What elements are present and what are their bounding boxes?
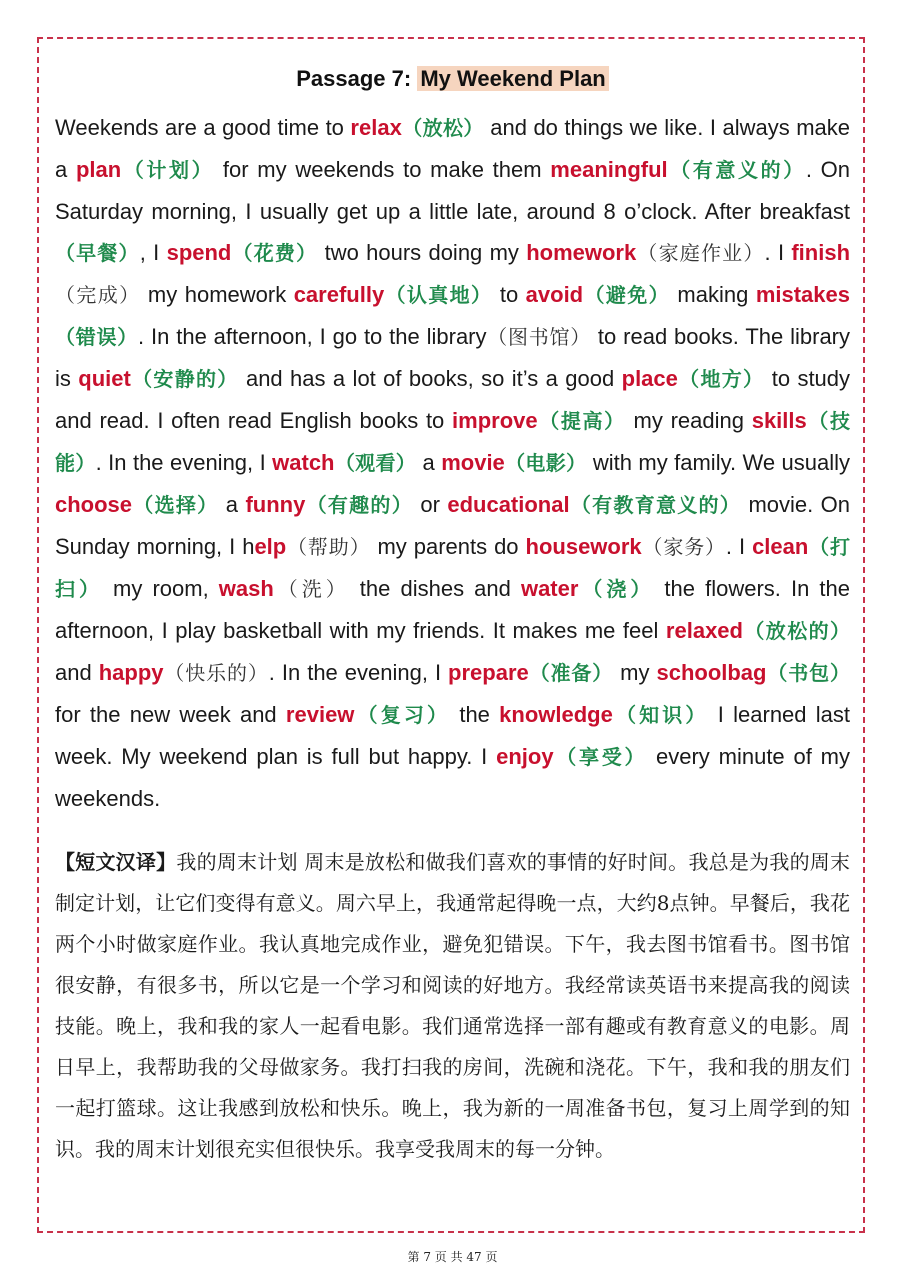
passage-text: . I	[764, 240, 792, 265]
keyword: relaxed	[665, 618, 743, 643]
keyword: homework	[526, 240, 637, 265]
translation-label: 【短文汉译】	[55, 850, 177, 874]
title-prefix: Passage 7:	[296, 66, 418, 91]
keyword: finish	[791, 240, 851, 265]
translation-text: 我的周末计划 周末是放松和做我们喜欢的事情的好时间。我总是为我的周末制定计划，让它们变得有意义。周六早上，我通常起得晚一点，大约8点钟。早餐后，我花两个小时做家庭作业。我认真地完成作业，避免犯错误。下午，我去图书馆看书。图书馆很安静，有很多书，所以它是一个学习和阅读的好地方。我经常读英语书来提高我的阅读技能。晚上，我和我的家人一起看电影。我们通常选择一部有趣或有教育意义的电影。周日早上，我帮助我的父母做家务。我打扫我的房间，洗碗和浇花。下午，我和我的朋友们一起打篮球。这让我感到放松和快乐。晚上，我为新的一周准备书包，复习上周学到的知识。我的周末计划很充实但很快乐。我享受我周末的每一分钟。	[55, 850, 851, 1161]
keyword-gloss: （计划）	[121, 158, 215, 182]
passage-text: movie. On Sunday morning, I h	[55, 492, 851, 559]
passage-text: a	[218, 492, 246, 517]
keyword-gloss: （有趣的）	[305, 493, 413, 517]
keyword-gloss: （享受）	[553, 745, 648, 769]
keyword-gloss: （放松）	[401, 116, 484, 140]
passage-text: a	[416, 450, 442, 475]
keyword: improve	[452, 408, 538, 433]
keyword: educational	[447, 492, 570, 517]
keyword-gloss: （避免）	[583, 283, 670, 307]
keyword-gloss: （早餐）	[55, 241, 140, 265]
keyword: plan	[75, 157, 122, 182]
keyword: avoid	[525, 282, 584, 307]
keyword-gloss: （技能）	[55, 409, 850, 475]
passage-text: two hours doing my	[317, 240, 527, 265]
passage-text: . In the evening, I	[95, 450, 273, 475]
passage-text: with my family. We usually	[586, 450, 851, 475]
keyword-gloss: （浇）	[578, 577, 655, 601]
passage-text: and do things we like. I always make a	[55, 115, 851, 182]
passage-text: to	[492, 282, 526, 307]
keyword-gloss: （观看）	[334, 451, 417, 475]
keyword: meaningful	[550, 157, 668, 182]
chinese-translation	[55, 842, 850, 1170]
passage-text: . In the afternoon, I go to the library	[138, 324, 487, 349]
passage-text: my room,	[102, 576, 219, 601]
title-highlight: My Weekend Plan	[417, 66, 608, 91]
keyword: carefully	[293, 282, 385, 307]
keyword-gloss: （知识）	[612, 703, 709, 727]
keyword: watch	[272, 450, 335, 475]
passage-text: my homework	[140, 282, 294, 307]
keyword: clean	[752, 534, 809, 559]
keyword-gloss: （认真地）	[384, 283, 493, 307]
keyword-gloss: （有教育意义的）	[569, 493, 742, 517]
keyword: schoolbag	[656, 660, 767, 685]
keyword-gloss: （打扫）	[55, 535, 851, 601]
passage-text: and has a lot of books, so it’s a good	[238, 366, 622, 391]
keyword: spend	[166, 240, 232, 265]
keyword: wash	[218, 576, 274, 601]
keyword: place	[621, 366, 678, 391]
keyword: elp	[254, 534, 287, 559]
keyword-gloss: （家务）	[641, 535, 726, 559]
passage-text: my parents do	[370, 534, 526, 559]
page-number: 第 7 页 共 47 页	[407, 1250, 498, 1264]
keyword-gloss: （洗）	[273, 577, 350, 601]
passage-text: the flowers. In the afternoon, I play basketball with my friends. It makes me feel	[55, 576, 851, 643]
keyword-gloss: （选择）	[132, 493, 219, 517]
passage-text: the	[450, 702, 500, 727]
keyword-gloss: （有意义的）	[667, 158, 806, 182]
passage-text: . On Saturday morning, I usually get up a little late, around 8 o’clock. After breakfast	[55, 157, 851, 224]
passage-body	[55, 107, 850, 819]
keyword-gloss: （放松的）	[742, 619, 850, 643]
keyword: quiet	[78, 366, 131, 391]
passage-text: my	[613, 660, 657, 685]
keyword-gloss: （花费）	[231, 241, 318, 265]
keyword-gloss: （快乐的）	[163, 661, 269, 685]
keyword-gloss: （家庭作业）	[636, 241, 765, 265]
keyword-gloss: （提高）	[537, 409, 626, 433]
passage-text: the dishes and	[349, 576, 521, 601]
keyword-gloss: （完成）	[55, 283, 141, 307]
keyword: funny	[245, 492, 306, 517]
keyword: choose	[55, 492, 133, 517]
keyword-gloss: （地方）	[677, 367, 765, 391]
keyword: relax	[350, 115, 402, 140]
keyword-gloss: （安静的）	[130, 367, 239, 391]
keyword-gloss: （准备）	[528, 661, 614, 685]
passage-text: or	[413, 492, 448, 517]
passage-text: . In the evening, I	[268, 660, 449, 685]
passage-text: making	[669, 282, 756, 307]
passage-text: for the new week and	[55, 702, 286, 727]
passage-title	[0, 64, 905, 94]
keyword-gloss: （电影）	[504, 451, 587, 475]
keyword-gloss: （帮助）	[286, 535, 371, 559]
keyword: knowledge	[499, 702, 613, 727]
keyword-gloss: （错误）	[55, 325, 139, 349]
passage-text: and	[55, 660, 99, 685]
passage-text: I learned last week. My weekend plan is full but happy. I	[55, 702, 851, 769]
keyword: water	[520, 576, 579, 601]
keyword: review	[285, 702, 355, 727]
keyword: housework	[525, 534, 642, 559]
passage-text: , I	[139, 240, 167, 265]
keyword-gloss: （复习）	[354, 703, 451, 727]
passage-text: . I	[725, 534, 753, 559]
passage-text: every minute of my weekends.	[55, 744, 851, 811]
passage-text: to read books. The library is	[55, 324, 851, 391]
passage-text: Weekends are a good time to	[55, 115, 351, 140]
keyword: enjoy	[496, 744, 554, 769]
passage-text: for my weekends to make them	[214, 157, 551, 182]
keyword: happy	[98, 660, 164, 685]
keyword: movie	[441, 450, 505, 475]
keyword: prepare	[448, 660, 529, 685]
keyword: skills	[751, 408, 807, 433]
passage-text: my reading	[625, 408, 752, 433]
keyword-gloss: （书包）	[766, 661, 850, 685]
passage-text: to study and read. I often read English books to	[55, 366, 851, 433]
keyword: mistakes	[755, 282, 850, 307]
keyword-gloss: （图书馆）	[486, 325, 592, 349]
